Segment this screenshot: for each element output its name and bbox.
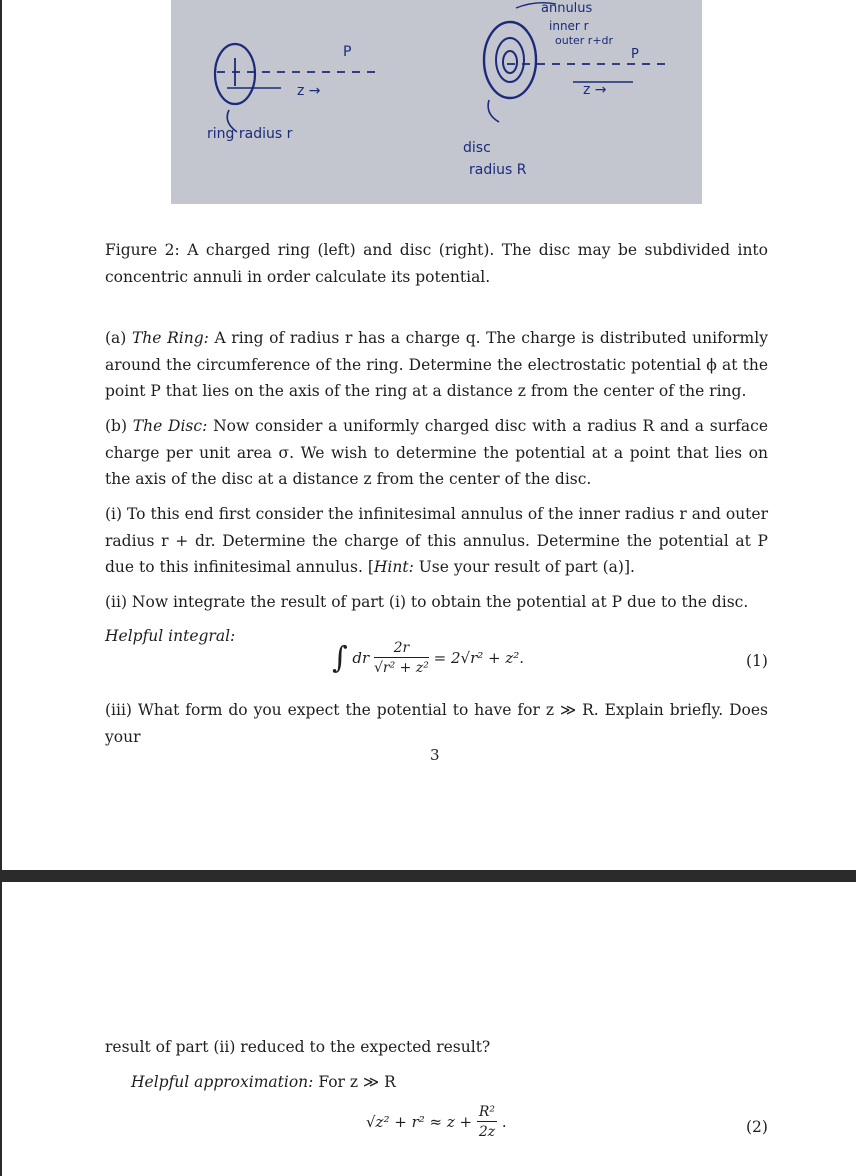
page-bottom: [0, 882, 856, 1176]
page-separator: [0, 870, 856, 882]
eq1-denominator: √r² + z²: [373, 660, 429, 676]
helpful-integral-label: Helpful integral:: [105, 627, 236, 645]
part-i-text: (i) To this end first consider the infinitesimal annulus of the inner radius r and outer radius r + dr. Determine the charge of this annulus. Determine the potential at P due to this infinitesimal annulus. [: [105, 505, 768, 576]
equation-1: [332, 640, 524, 676]
eq2-tail: .: [501, 1113, 507, 1131]
part-a: [105, 325, 768, 405]
eq2-lhs: √z² + r² ≈ z +: [366, 1113, 473, 1131]
approx-condition: For z ≫ R: [318, 1073, 396, 1091]
part-iii-end: result of part (ii) reduced to the expected result?: [105, 1038, 491, 1056]
part-b-label: (b): [105, 417, 128, 435]
part-b-text: Now consider a uniformly charged disc with a radius R and a surface charge per unit area σ. We wish to determine the potential at a point that lies on the axis of the disc at a distance z from the center of the disc.: [105, 417, 768, 488]
disc-label: disc: [463, 140, 491, 156]
disc-z-label: z →: [583, 82, 607, 98]
eq1-numerator: 2r: [374, 640, 429, 658]
disc-radius-label: radius R: [469, 162, 527, 178]
equation-2: [366, 1104, 507, 1140]
equation-1-number: (1): [746, 652, 768, 670]
part-iii-start: (iii) What form do you expect the potential to have for z ≫ R. Explain briefly. Does your: [105, 701, 768, 746]
eq1-fraction: [374, 640, 429, 676]
integral-sign: ∫: [332, 640, 348, 676]
ring-p-label: P: [343, 44, 352, 60]
disc-p-label: P: [631, 47, 639, 62]
part-a-label: (a): [105, 329, 127, 347]
outer-label: outer r+dr: [555, 34, 614, 47]
eq2-numerator: R²: [478, 1104, 496, 1120]
part-ii: (ii) Now integrate the result of part (i) to obtain the potential at P due to the disc.: [105, 593, 749, 611]
eq1-dr: dr: [352, 649, 370, 667]
part-b: [105, 413, 768, 493]
page-number: 3: [430, 746, 440, 764]
figure-caption: Figure 2: A charged ring (left) and disc (right). The disc may be subdivided into concentric annuli in order calculate its potential.: [105, 241, 768, 286]
equation-2-number: (2): [746, 1118, 768, 1136]
part-b-title: The Disc:: [132, 417, 208, 435]
hand-drawn-figure: [171, 0, 702, 204]
helpful-approximation: [131, 1069, 731, 1096]
eq2-fraction: [477, 1104, 497, 1140]
part-i-hint-text: Use your result of part (a)].: [413, 558, 635, 576]
eq2-denominator: 2z: [478, 1124, 496, 1140]
annulus-label: annulus: [541, 1, 593, 16]
inner-label: inner r: [549, 19, 589, 33]
part-a-title: The Ring:: [131, 329, 209, 347]
part-i: [105, 501, 768, 581]
eq1-rhs: = 2√r² + z².: [433, 649, 525, 667]
figure-sketch: [171, 0, 702, 204]
ring-radius-label: ring radius r: [207, 126, 293, 142]
part-i-hint-label: Hint:: [373, 558, 414, 576]
part-a-text: A ring of radius r has a charge q. The charge is distributed uniformly around the circumference of the ring. Determine the electrostatic potential ϕ at the point P that lies on the axis of the ring at a distance z from the center of the ring.: [105, 329, 768, 400]
ring-z-label: z →: [297, 83, 321, 99]
approx-label: Helpful approximation:: [131, 1073, 314, 1091]
